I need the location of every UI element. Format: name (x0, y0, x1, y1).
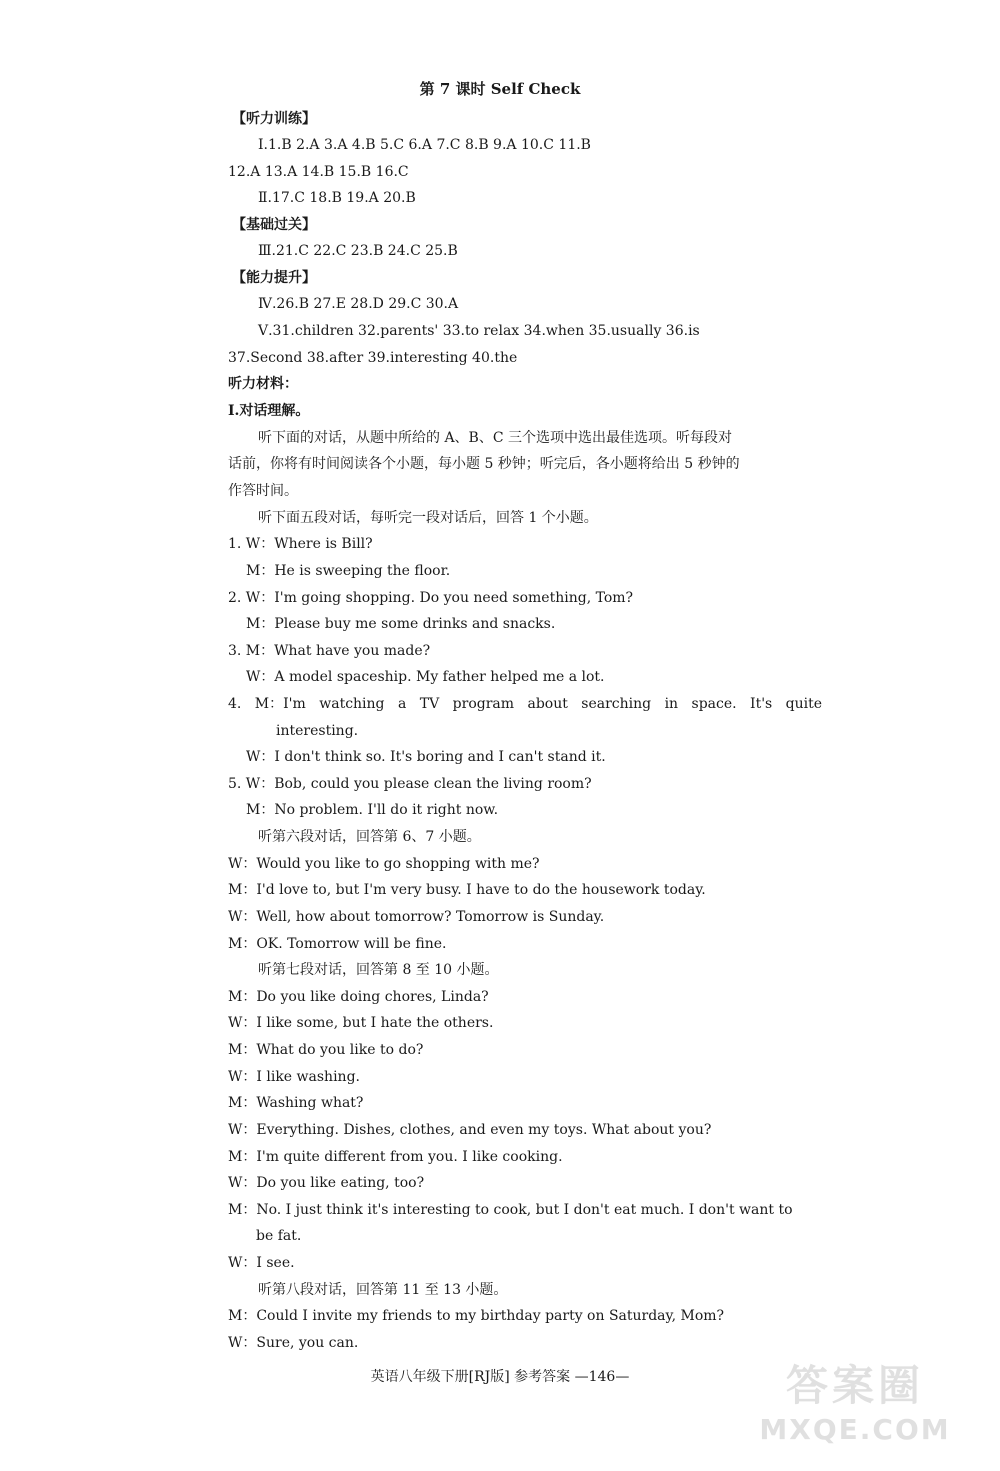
dialogue-line: W：Everything. Dishes, clothes, and even my toys. What about you? (228, 1122, 712, 1138)
dialogue-line: M：I'd love to, but I'm very busy. I have to do the housework today. (228, 882, 706, 898)
answer-row-6: Ⅴ.31.children 32.parents' 33.to relax 34.when 35.usually 36.is (258, 323, 700, 339)
dialogue-line: 4. M：I'm watching a TV program about searching in space. It's quite (228, 696, 823, 712)
answer-row-5: Ⅳ.26.B 27.E 28.D 29.C 30.A (258, 296, 459, 312)
dialogue-line: M：He is sweeping the floor. (246, 563, 451, 579)
page-footer: 英语八年级下册[RJ版] 参考答案 —146— (370, 1369, 630, 1385)
instruction-line: 听下面的对话，从题中所给的 A、B、C 三个选项中选出最佳选项。听每段对 (258, 430, 733, 446)
dialogue-line: 5. W：Bob, could you please clean the living room? (228, 776, 592, 792)
watermark-logo (740, 1353, 970, 1453)
instruction-line: 听下面五段对话，每听完一段对话后，回答 1 个小题。 (258, 510, 598, 526)
watermark-bottom: MXQE.COM (759, 1413, 951, 1446)
page-title: 第 7 课时 Self Check (419, 80, 581, 98)
dialogue-line: W：I see. (228, 1255, 295, 1271)
dialogue-line: 2. W：I'm going shopping. Do you need something, Tom? (228, 590, 634, 606)
dialogue-line: M：No problem. I'll do it right now. (246, 802, 499, 818)
dialogue-line: M：Do you like doing chores, Linda? (228, 989, 489, 1005)
dialogue-instruction: 听第八段对话，回答第 11 至 13 小题。 (258, 1282, 508, 1298)
dialogue-line: W：I don't think so. It's boring and I can't stand it. (246, 749, 606, 765)
dialogue-line: 3. M：What have you made? (228, 643, 431, 659)
section-basics: 【基础过关】 (232, 217, 316, 233)
answer-row-7: 37.Second 38.after 39.interesting 40.the (228, 350, 518, 366)
dialogue-instruction: 听第六段对话，回答第 6、7 小题。 (258, 829, 481, 845)
dialogue-line: W：Well, how about tomorrow? Tomorrow is Sunday. (228, 909, 605, 925)
materials-part1: Ⅰ.对话理解。 (228, 403, 310, 419)
dialogue-line: M：I'm quite different from you. I like cooking. (228, 1149, 563, 1165)
dialogue-line: M：No. I just think it's interesting to cook, but I don't eat much. I don't want to (228, 1202, 793, 1218)
dialogue-line: M：OK. Tomorrow will be fine. (228, 936, 447, 952)
dialogue-line: M：Could I invite my friends to my birthday party on Saturday, Mom? (228, 1308, 725, 1324)
instruction-line: 话前，你将有时间阅读各个小题，每小题 5 秒钟；听完后，各小题将给出 5 秒钟的 (228, 456, 740, 472)
dialogue-line: M：Washing what? (228, 1095, 364, 1111)
watermark-top: 答案圈 (785, 1361, 924, 1410)
dialogue-line: 1. W：Where is Bill? (228, 536, 373, 552)
answer-row-2: 12.A 13.A 14.B 15.B 16.C (228, 164, 409, 180)
answer-row-4: Ⅲ.21.C 22.C 23.B 24.C 25.B (258, 243, 458, 259)
answer-row-3: Ⅱ.17.C 18.B 19.A 20.B (258, 190, 416, 206)
section-listening: 【听力训练】 (232, 111, 316, 127)
dialogue-line: W：A model spaceship. My father helped me a lot. (246, 669, 605, 685)
dialogue-line: be fat. (256, 1228, 302, 1244)
dialogue-line: W：Would you like to go shopping with me? (228, 856, 540, 872)
dialogue-instruction: 听第七段对话，回答第 8 至 10 小题。 (258, 962, 499, 978)
dialogue-line: W：Do you like eating, too? (228, 1175, 425, 1191)
answer-row-1: Ⅰ.1.B 2.A 3.A 4.B 5.C 6.A 7.C 8.B 9.A 10.C 11.B (258, 137, 591, 153)
dialogue-line: W：I like washing. (228, 1069, 360, 1085)
dialogue-line: M：What do you like to do? (228, 1042, 424, 1058)
dialogue-line: interesting. (276, 723, 359, 739)
dialogue-line: W：Sure, you can. (228, 1335, 359, 1351)
dialogue-line: M：Please buy me some drinks and snacks. (246, 616, 556, 632)
section-ability: 【能力提升】 (232, 270, 316, 286)
materials-heading: 听力材料： (228, 376, 298, 392)
dialogue-line: W：I like some, but I hate the others. (228, 1015, 494, 1031)
instruction-line: 作答时间。 (228, 483, 298, 499)
